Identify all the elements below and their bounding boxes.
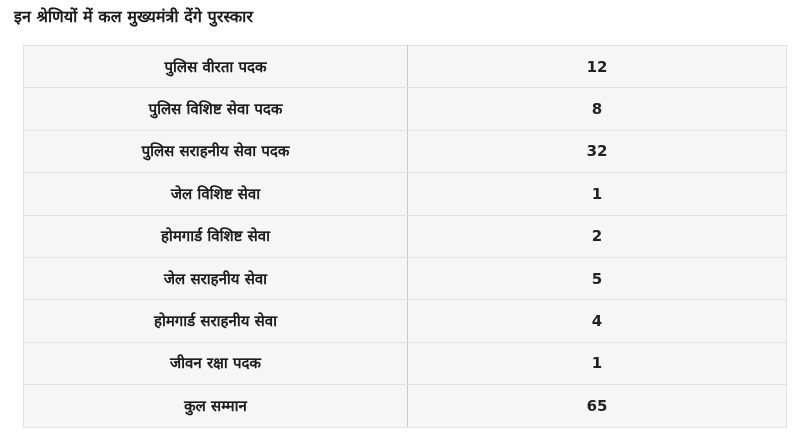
table-row — [24, 130, 787, 172]
awards-table-body — [24, 46, 787, 428]
category-cell: पुलिस सराहनीय सेवा पदक — [24, 130, 408, 172]
count-cell: 12 — [408, 46, 787, 88]
category-cell: पुलिस विशिष्ट सेवा पदक — [24, 88, 408, 130]
count-cell: 4 — [408, 300, 787, 342]
count-cell: 32 — [408, 130, 787, 172]
count-cell: 1 — [408, 342, 787, 384]
table-row — [24, 257, 787, 299]
table-row — [24, 173, 787, 215]
table-row — [24, 342, 787, 384]
awards-table — [23, 45, 787, 428]
table-row — [24, 46, 787, 88]
table-row — [24, 300, 787, 342]
category-cell: होमगार्ड विशिष्ट सेवा — [24, 215, 408, 257]
page-title: इन श्रेणियों में कल मुख्यमंत्री देंगे पुरस्कार — [14, 7, 254, 26]
category-cell: जीवन रक्षा पदक — [24, 342, 408, 384]
table-row — [24, 385, 787, 427]
category-cell: कुल सम्मान — [24, 385, 408, 427]
table-row — [24, 215, 787, 257]
category-cell: जेल विशिष्ट सेवा — [24, 173, 408, 215]
table-row — [24, 88, 787, 130]
count-cell: 1 — [408, 173, 787, 215]
count-cell: 2 — [408, 215, 787, 257]
category-cell: पुलिस वीरता पदक — [24, 46, 408, 88]
category-cell: होमगार्ड सराहनीय सेवा — [24, 300, 408, 342]
count-cell: 65 — [408, 385, 787, 427]
count-cell: 8 — [408, 88, 787, 130]
count-cell: 5 — [408, 257, 787, 299]
category-cell: जेल सराहनीय सेवा — [24, 257, 408, 299]
